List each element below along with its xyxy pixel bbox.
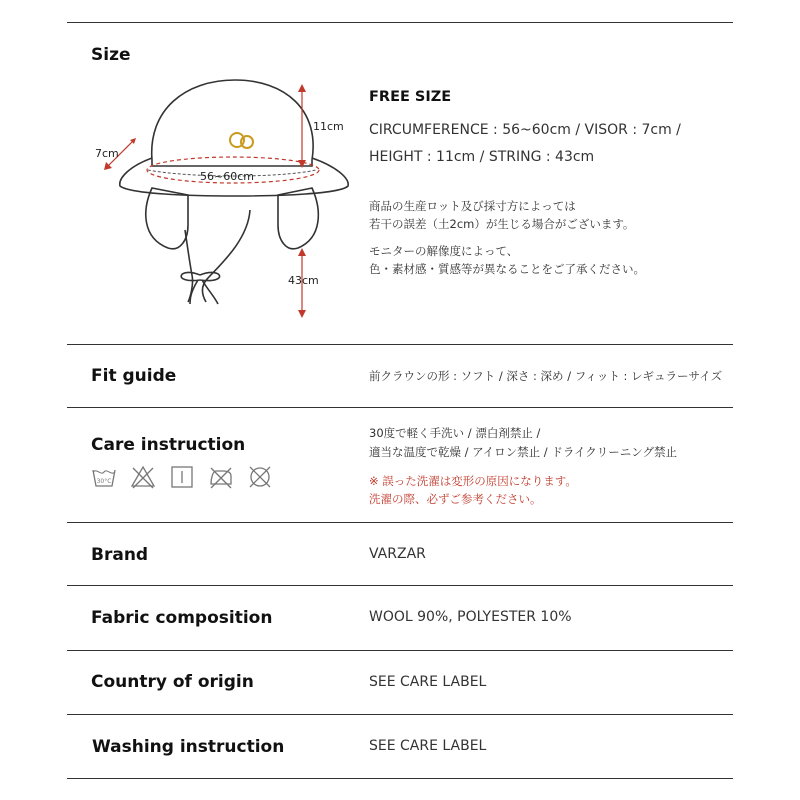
- circumference-label: 56~60cm: [200, 170, 254, 183]
- brand-label: Brand: [91, 545, 149, 565]
- size-note-1-line-2: 若干の誤差（土2cm）が生じる場合がございます。: [369, 217, 635, 231]
- wash-temp-text: 30°C: [96, 478, 112, 485]
- size-note-1-line-1: 商品の生産ロット及び採寸方によっては: [369, 199, 576, 213]
- fit-guide-label: Fit guide: [91, 366, 177, 386]
- ear-flap-left: [146, 188, 188, 249]
- height-label: 11cm: [313, 120, 344, 133]
- care-line-1: 30度で軽く手洗い / 漂白剤禁止 /: [369, 426, 541, 440]
- hat-size-diagram: [90, 70, 370, 330]
- fit-guide-value: 前クラウンの形 : ソフト / 深さ : 深め / フィット : レギュラーサイズ: [369, 369, 723, 383]
- care-warning-1: ※ 誤った洗濯は変形の原因になります。: [369, 474, 577, 488]
- brand-logo-icon: [230, 133, 253, 148]
- divider-top: [67, 22, 733, 23]
- visor-label: 7cm: [95, 147, 119, 160]
- divider-fabric-origin: [67, 650, 733, 651]
- country-of-origin-label: Country of origin: [91, 672, 254, 692]
- fabric-composition-value: WOOL 90%, POLYESTER 10%: [369, 609, 572, 625]
- measurements-line-2: HEIGHT : 11cm / STRING : 43cm: [369, 149, 595, 165]
- divider-origin-washing: [67, 714, 733, 715]
- divider-care-brand: [67, 522, 733, 523]
- string-left: [185, 230, 193, 302]
- washing-instruction-value: SEE CARE LABEL: [369, 738, 487, 754]
- brand-value: VARZAR: [369, 546, 426, 562]
- country-of-origin-value: SEE CARE LABEL: [369, 674, 487, 690]
- divider-fit-care: [67, 407, 733, 408]
- tumble-dry-icon: [169, 464, 195, 490]
- divider-size-fit: [67, 344, 733, 345]
- divider-bottom: [67, 778, 733, 779]
- hat-crown: [152, 80, 313, 166]
- care-icons-row: [91, 464, 273, 490]
- no-dry-clean-icon: [247, 464, 273, 490]
- care-line-2: 適当な温度で乾燥 / アイロン禁止 / ドライクリーニング禁止: [369, 445, 678, 459]
- size-label: Size: [91, 45, 131, 65]
- hand-wash-30-icon: [91, 464, 117, 490]
- washing-instruction-label: Washing instruction: [92, 737, 285, 757]
- string-label: 43cm: [288, 274, 319, 287]
- no-iron-icon: [208, 464, 234, 490]
- fabric-composition-label: Fabric composition: [91, 608, 273, 628]
- care-instruction-label: Care instruction: [91, 435, 246, 455]
- size-note-2-line-1: モニターの解像度によって、: [369, 244, 519, 258]
- string-right: [203, 210, 251, 302]
- measurements-line-1: CIRCUMFERENCE : 56~60cm / VISOR : 7cm /: [369, 122, 681, 138]
- ear-flap-right: [278, 188, 318, 249]
- care-warning-2: 洗濯の際、必ずご参考ください。: [369, 492, 542, 506]
- size-note-2-line-2: 色・素材感・質感等が異なることをご了承ください。: [369, 262, 645, 276]
- bow-left-loop: [181, 272, 200, 280]
- divider-brand-fabric: [67, 585, 733, 586]
- no-bleach-icon: [130, 464, 156, 490]
- free-size-title: FREE SIZE: [369, 89, 452, 105]
